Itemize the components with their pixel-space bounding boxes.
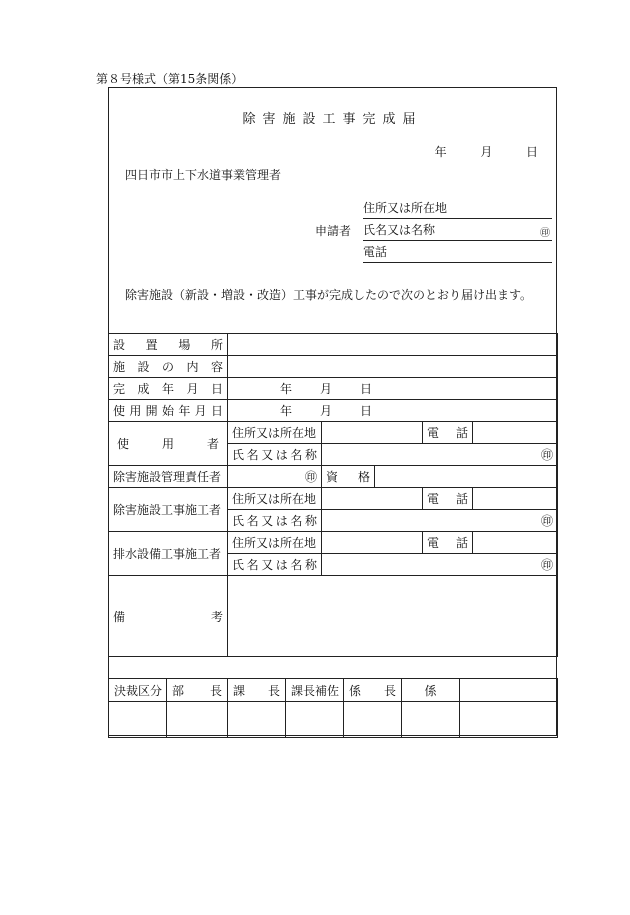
approval-subsection-chief-label: 係長 (344, 679, 402, 702)
date-year-label: 年 (434, 145, 447, 159)
table-row (109, 378, 558, 400)
seal-mark: ㊞ (540, 558, 553, 572)
approval-cell[interactable] (109, 702, 167, 738)
remarks-label: 備考 (109, 576, 228, 657)
applicant-phone-line[interactable] (363, 243, 552, 263)
start-date-label: 使用開始年月日 (109, 400, 228, 422)
completion-month-label: 月 (320, 382, 333, 396)
contractor-phone-field[interactable] (473, 488, 558, 510)
completion-day-label: 日 (360, 382, 373, 396)
seal-mark: ㊞ (540, 514, 553, 528)
approval-assistant-chief-label: 課長補佐 (286, 679, 344, 702)
approval-staff-label: 係 (402, 679, 460, 702)
drainage-phone-field[interactable] (473, 532, 558, 554)
user-name-field[interactable] (322, 444, 558, 466)
statement-text: 除害施設（新設・増設・改造）工事が完成したので次のとおり届け出ます。 (125, 288, 533, 302)
table-row (109, 422, 558, 444)
form-frame (108, 87, 557, 736)
user-label: 使用者 (109, 422, 228, 466)
table-row (109, 356, 558, 378)
user-name-label: 氏名又は名称 (228, 444, 322, 466)
drainage-address-label: 住所又は所在地 (228, 532, 322, 554)
user-address-field[interactable] (322, 422, 423, 444)
approval-cell[interactable] (286, 702, 344, 738)
start-year-label: 年 (280, 404, 293, 418)
table-row (109, 679, 558, 702)
user-phone-label: 電話 (423, 422, 473, 444)
seal-mark: ㊞ (540, 228, 550, 239)
approval-cell[interactable] (402, 702, 460, 738)
contractor-address-label: 住所又は所在地 (228, 488, 322, 510)
details-table (108, 333, 558, 657)
table-row (109, 334, 558, 356)
form-title: 除害施設工事完成届 (242, 112, 423, 127)
table-row (109, 488, 558, 510)
form-number: 第８号様式（第15条関係） (96, 72, 244, 86)
applicant-name-label: 氏名又は名称 (363, 223, 436, 237)
completion-date-field[interactable] (228, 378, 558, 400)
user-phone-field[interactable] (473, 422, 558, 444)
user-address-label: 住所又は所在地 (228, 422, 322, 444)
applicant-label: 申請者 (315, 224, 352, 238)
location-label: 設置場所 (109, 334, 228, 356)
applicant-phone-label: 電話 (363, 245, 388, 259)
contractor-name-label: 氏名又は名称 (228, 510, 322, 532)
facility-contents-field[interactable] (228, 356, 558, 378)
applicant-address-label: 住所又は所在地 (363, 201, 448, 215)
table-row (109, 532, 558, 554)
addressee: 四日市市上下水道事業管理者 (125, 168, 282, 182)
contractor-label: 除害施設工事施工者 (109, 488, 228, 532)
table-row (109, 702, 558, 738)
manager-label: 除害施設管理責任者 (109, 466, 228, 488)
approval-blank-header (460, 679, 558, 702)
start-month-label: 月 (320, 404, 333, 418)
approval-cell[interactable] (460, 702, 558, 738)
contractor-phone-label: 電話 (423, 488, 473, 510)
drainage-phone-label: 電話 (423, 532, 473, 554)
qualification-label: 資格 (322, 466, 375, 488)
contractor-name-field[interactable] (322, 510, 558, 532)
completion-date-label: 完成年月日 (109, 378, 228, 400)
table-row (109, 400, 558, 422)
drainage-name-label: 氏名又は名称 (228, 554, 322, 576)
start-day-label: 日 (360, 404, 373, 418)
applicant-address-line[interactable] (363, 199, 552, 219)
submission-date (435, 143, 538, 160)
approval-cell[interactable] (228, 702, 286, 738)
approval-section-chief-label: 課長 (228, 679, 286, 702)
date-month-label: 月 (480, 145, 493, 159)
remarks-field[interactable] (228, 576, 558, 657)
start-date-field[interactable] (228, 400, 558, 422)
facility-contents-label: 施設の内容 (109, 356, 228, 378)
approval-table (108, 678, 558, 738)
drainage-contractor-label: 排水設備工事施工者 (109, 532, 228, 576)
applicant-name-line[interactable] (363, 221, 552, 241)
seal-mark: ㊞ (304, 470, 317, 484)
seal-mark: ㊞ (540, 448, 553, 462)
location-field[interactable] (228, 334, 558, 356)
manager-name-field[interactable] (228, 466, 322, 488)
drainage-name-field[interactable] (322, 554, 558, 576)
qualification-field[interactable] (375, 466, 558, 488)
approval-category-label: 決裁区分 (109, 679, 167, 702)
contractor-address-field[interactable] (322, 488, 423, 510)
table-row (109, 466, 558, 488)
approval-cell[interactable] (344, 702, 402, 738)
drainage-address-field[interactable] (322, 532, 423, 554)
approval-cell[interactable] (167, 702, 228, 738)
approval-director-label: 部長 (167, 679, 228, 702)
completion-year-label: 年 (280, 382, 293, 396)
date-day-label: 日 (525, 145, 538, 159)
table-row (109, 576, 558, 657)
